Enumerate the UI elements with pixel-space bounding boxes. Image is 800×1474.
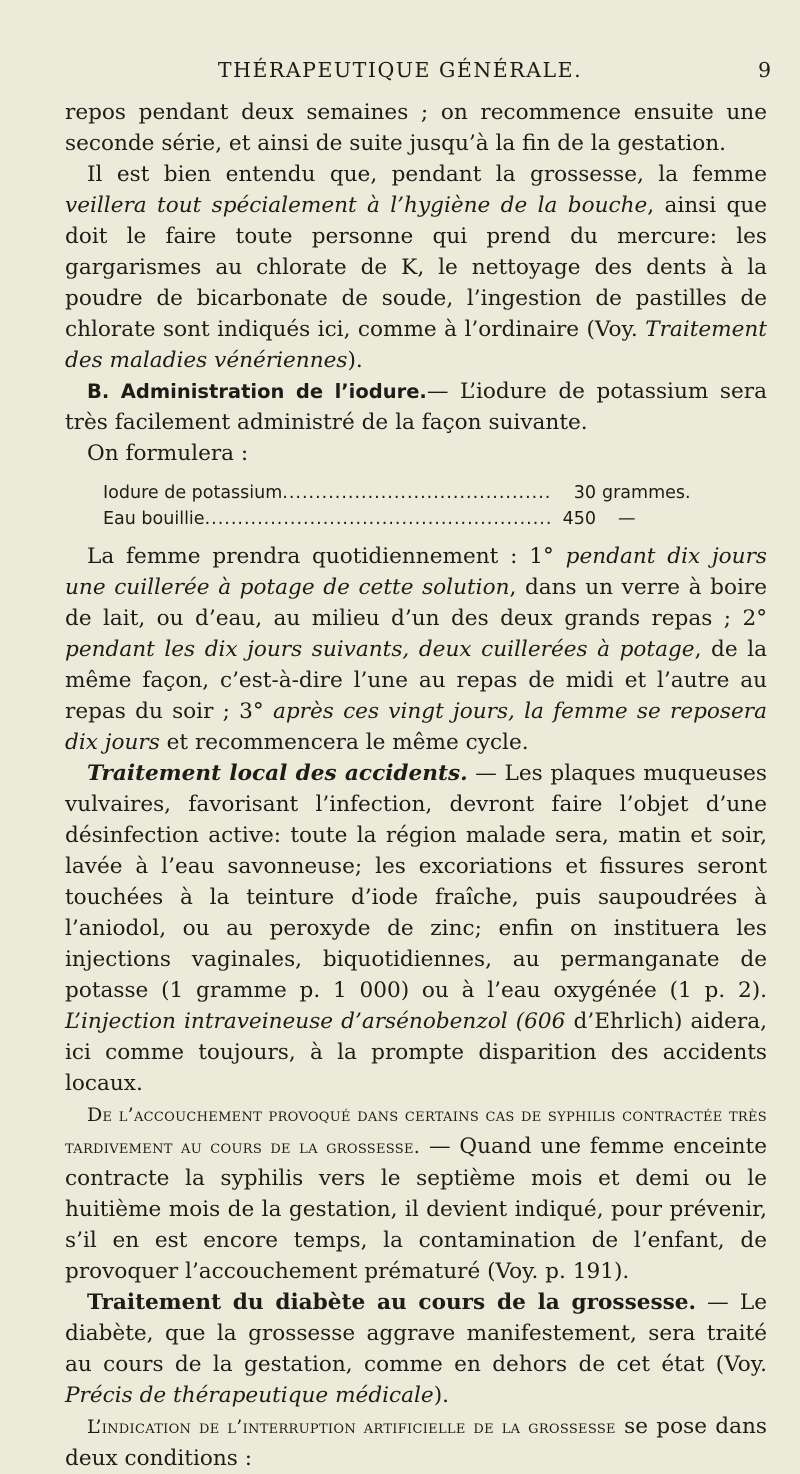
text-run: d’Ehrlich) aidera, ici comme toujours, à la prompte disparition des accidents locaux. [65, 1009, 767, 1096]
italic-run: L’injection intraveineuse d’arsénobenzol (606 [65, 1009, 566, 1034]
text-run: , de la même façon, c’est-à-dire l’une au repas de midi et l’autre au repas du soir ; 3° [65, 637, 767, 724]
paragraph-dosage [65, 541, 767, 758]
text-run: — Quand une femme enceinte contracte la syphilis vers le septième mois et demi ou le huitième mois de la gestation, il devient indiqué, pour prévenir, s’il en est encore temps, la contamination de l’enfant, de provoquer l’accouchement prématuré (Voy. p. 191). [65, 1134, 767, 1284]
italic-run: Traitement des maladies vénériennes [65, 317, 767, 373]
section-heading: L’indication de l’interruption artificielle de la grossesse [87, 1416, 616, 1438]
text-run: La femme prendra quotidiennement : 1° [87, 544, 566, 569]
body-text [65, 97, 767, 1474]
prescription-formula [103, 480, 691, 532]
paragraph-interruption [65, 1411, 767, 1474]
text-run: et recommencera le même cycle. [159, 730, 529, 755]
text-run: se pose dans deux conditions : [65, 1414, 767, 1471]
text-run: On formulera : [87, 441, 249, 466]
text-run: , ainsi que doit le faire toute personne qui prend du mercure: les gargarismes au chlorate de K, le nettoyage des dents à la poudre de bicarbonate de soude, l’ingestion de pastilles de chlorate sont indiqués ici, comme à l’ordinaire (Voy. [65, 193, 768, 342]
italic-run: Précis de thérapeutique médicale [65, 1383, 434, 1408]
text-run: ). [347, 348, 363, 373]
ingredient-unit: grammes. [602, 483, 691, 503]
ingredient-unit: — [618, 509, 636, 529]
italic-run: pendant les dix jours suivants, deux cuillerées à potage [65, 637, 695, 662]
section-heading: B. Administration de l’iodure. [87, 380, 427, 403]
page-number: 9 [757, 58, 771, 82]
paragraph-hygiene [65, 159, 767, 376]
paragraph-formulera [65, 438, 767, 469]
running-title: THÉRAPEUTIQUE GÉNÉRALE. [217, 58, 583, 82]
text-run: — Les plaques muqueuses vulvaires, favorisant l’infection, devront faire l’objet d’une désinfection active: toute la région malade sera, matin et soir, lavée à l’eau savonneuse; les excoriations et fissures seront touchées à la teinture d’iode fraîche, puis saupoudrées à l’aniodol, ou au peroxyde de zinc; enfin on instituera les injections vaginales, biquotidiennes, au permanganate de potasse (1 gramme p. 1 000) ou à l’eau oxygénée (1 p. 2). [65, 761, 768, 1003]
paragraph-text: repos pendant deux semaines ; on recommence ensuite une seconde série, et ainsi de suite jusqu’à la fin de la gestation. [65, 100, 767, 156]
paragraph-continuation [65, 97, 767, 159]
ingredient-name: Eau bouillie [103, 509, 205, 529]
paragraph-diabete [65, 1287, 767, 1411]
text-run: — Le diabète, que la grossesse aggrave manifestement, sera traité au cours de la gestation, comme en dehors de cet état (Voy. [65, 1290, 767, 1377]
formula-row [103, 480, 691, 506]
paragraph-administration-iodure [65, 376, 767, 438]
formula-row [103, 506, 688, 532]
italic-run: après ces vingt jours, la femme se reposera dix jours [65, 699, 767, 755]
paragraph-accouchement-provoque [65, 1099, 767, 1287]
section-heading: Traitement du diabète au cours de la grossesse. [87, 1290, 697, 1315]
text-run: , dans un verre à boire de lait, ou d’eau, au milieu d’un des deux grands repas ; 2° [65, 575, 767, 631]
text-run: ). [433, 1383, 450, 1408]
italic-run: pendant dix jours une cuillerée à potage de cette solution [65, 544, 767, 600]
text-run: — L’iodure de potassium sera très facilement administré de la façon suivante. [65, 379, 767, 435]
ingredient-quantity: 450 [562, 509, 596, 529]
text-run: Il est bien entendu que, pendant la grossesse, la femme [87, 162, 767, 187]
leader-dots [205, 506, 550, 532]
section-heading: De l’accouchement provoqué dans certains cas de syphilis contractée très tardivement au cours de la grossesse. [65, 1104, 767, 1158]
ingredient-name: Iodure de potassium [103, 483, 283, 503]
section-heading: Traitement local des accidents. [87, 761, 468, 786]
leader-dots [282, 480, 550, 506]
paragraph-traitement-local [65, 758, 767, 1099]
italic-run: veillera tout spécialement à l’hygiène de la bouche [65, 193, 648, 218]
page-header [0, 58, 800, 88]
ingredient-quantity: 30 [573, 483, 596, 503]
